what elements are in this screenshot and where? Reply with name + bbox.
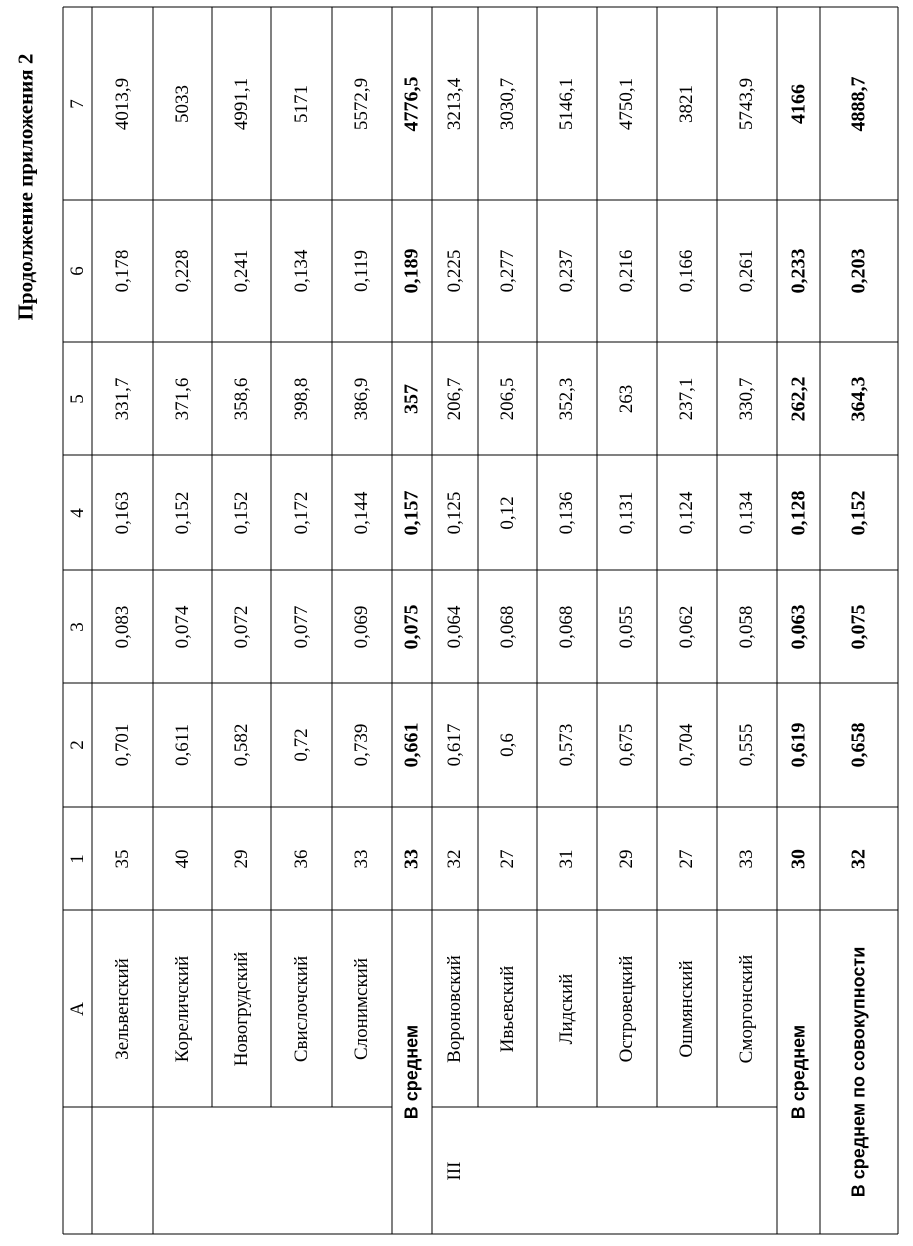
table-cell — [537, 683, 597, 807]
table-cell-text: 0,134 — [290, 249, 312, 293]
row-name — [332, 910, 392, 1107]
table-cell-text: 0,661 — [400, 722, 423, 768]
caption-text: Продолжение приложения 2 — [13, 53, 38, 321]
table-cell — [597, 342, 657, 455]
table-cell — [92, 683, 153, 807]
table-cell — [478, 455, 537, 570]
table-cell-text: 40 — [171, 849, 193, 868]
table-cell — [153, 200, 212, 342]
row-name — [717, 910, 777, 1107]
table-cell-text: 36 — [290, 849, 312, 868]
row-name — [432, 910, 478, 1107]
table-cell-text: 32 — [847, 848, 870, 869]
table-cell-text: 5743,9 — [736, 77, 757, 130]
table-cell-text: 0,739 — [351, 723, 372, 767]
table-cell-text: 0,055 — [616, 605, 637, 648]
table-cell-text: 0,555 — [736, 723, 757, 767]
table-cell-text: 3030,7 — [496, 77, 518, 130]
row-name-text: Слонимский — [351, 957, 372, 1060]
table-cell — [597, 683, 657, 807]
table-cell — [432, 342, 478, 455]
table-cell — [271, 7, 332, 200]
table-cell-text: 4888,7 — [847, 76, 870, 131]
table-cell — [777, 7, 820, 200]
row-name-text: Островецкий — [616, 955, 637, 1062]
column-header — [63, 910, 92, 1107]
table-cell — [212, 200, 271, 342]
row-name — [92, 910, 153, 1107]
row-name — [478, 910, 537, 1107]
table-cell — [657, 342, 717, 455]
column-header-text: 4 — [66, 507, 88, 518]
table-cell-text: 0,072 — [230, 605, 252, 648]
table-cell-text: 33 — [351, 849, 372, 868]
table-cell — [537, 807, 597, 910]
row-name — [271, 910, 332, 1107]
table-cell — [153, 683, 212, 807]
table-cell — [597, 200, 657, 342]
table-cell-text: 0,152 — [230, 491, 252, 534]
table-cell-text: 0,136 — [556, 491, 577, 534]
table-cell — [657, 570, 717, 683]
table-cell-text: 4991,1 — [230, 77, 252, 130]
table-cell — [478, 570, 537, 683]
table-cell-text: 0,237 — [556, 249, 577, 293]
table-cell — [537, 342, 597, 455]
table-cell-text: 358,6 — [230, 377, 252, 420]
row-name — [153, 910, 212, 1107]
row-name-text: Свислочский — [290, 955, 312, 1062]
group-label-text: III — [444, 1161, 465, 1180]
table-cell-text: 0,119 — [351, 249, 372, 293]
column-header-text: 2 — [66, 740, 88, 750]
table-cell — [332, 683, 392, 807]
table-cell — [92, 807, 153, 910]
table-cell — [153, 570, 212, 683]
table-cell-text: 0,203 — [847, 248, 870, 294]
group-label — [432, 1107, 478, 1234]
table-cell — [537, 570, 597, 683]
table-cell — [92, 7, 153, 200]
table-cell — [820, 200, 898, 342]
table-cell-text: 0,075 — [400, 604, 423, 649]
row-name-text: Кореличский — [171, 955, 193, 1062]
table-cell — [332, 342, 392, 455]
table-cell-text: 0,157 — [400, 490, 423, 535]
table-cell-text: 398,8 — [290, 377, 312, 420]
column-header — [63, 7, 92, 200]
table-cell-text: 0,069 — [351, 605, 372, 648]
table-cell-text: 0,128 — [787, 490, 809, 535]
table-cell — [478, 342, 537, 455]
table-cell — [212, 683, 271, 807]
table-cell-text: 357 — [400, 383, 423, 414]
table-cell — [597, 570, 657, 683]
table-cell — [392, 570, 432, 683]
table-cell-text: 0,617 — [444, 723, 465, 767]
table-cell — [332, 807, 392, 910]
table-cell-text: 0,6 — [496, 733, 518, 757]
table-cell-text: 0,658 — [847, 722, 870, 768]
table-cell — [820, 683, 898, 807]
row-name-text: Зельвенский — [111, 957, 133, 1060]
table-cell — [332, 455, 392, 570]
table-cell-text: 352,3 — [556, 377, 577, 420]
table-cell — [271, 683, 332, 807]
table-cell-text: 0,134 — [736, 491, 757, 534]
table-cell — [717, 570, 777, 683]
table-cell-text: 33 — [736, 849, 757, 868]
table-cell — [271, 455, 332, 570]
table-cell — [432, 570, 478, 683]
table-cell — [537, 455, 597, 570]
table-cell-text: 0,163 — [111, 491, 133, 534]
table-cell-text: 0,144 — [351, 491, 372, 534]
table-cell-text: 0,189 — [400, 248, 423, 294]
table-cell-text: 0,068 — [496, 605, 518, 648]
table-cell — [92, 200, 153, 342]
row-name — [537, 910, 597, 1107]
table-cell — [271, 200, 332, 342]
table-cell-text: 0,241 — [230, 249, 252, 293]
table-cell-text: 0,573 — [556, 723, 577, 767]
table-cell — [153, 7, 212, 200]
table-cell-text: 33 — [400, 848, 423, 869]
row-name-text: Сморгонский — [736, 954, 757, 1063]
row-name — [597, 910, 657, 1107]
table-cell-text: 5146,1 — [556, 77, 577, 130]
table-cell-text: 0,582 — [230, 723, 252, 767]
table-cell — [271, 807, 332, 910]
table-cell-text: 0,068 — [556, 605, 577, 648]
table-cell-text: 0,619 — [787, 722, 809, 768]
table-cell — [537, 200, 597, 342]
table-cell-text: 30 — [787, 848, 809, 869]
column-header — [63, 455, 92, 570]
table-cell-text: 29 — [230, 849, 252, 868]
table-cell-text: 0,233 — [787, 248, 809, 294]
row-name — [212, 910, 271, 1107]
table-cell — [657, 807, 717, 910]
row-name-text: В среднем — [401, 1024, 422, 1120]
table-cell-text: 5171 — [290, 84, 312, 123]
row-name-text: Ошмянский — [676, 959, 697, 1058]
table-cell-text: 371,6 — [171, 377, 193, 420]
table-cell-text: 0,063 — [787, 604, 809, 649]
table-cell — [212, 7, 271, 200]
table-cell — [392, 455, 432, 570]
table-cell-text: 0,701 — [111, 723, 133, 767]
table-cell — [657, 7, 717, 200]
table-cell — [153, 455, 212, 570]
table-cell-text: 0,077 — [290, 605, 312, 648]
table-cell-text: 263 — [616, 384, 637, 413]
table-cell-text: 0,124 — [676, 491, 697, 534]
table-cell — [478, 200, 537, 342]
table-cell-text: 0,216 — [616, 249, 637, 293]
table-cell — [212, 342, 271, 455]
table-cell — [777, 200, 820, 342]
table-cell — [332, 570, 392, 683]
table-cell-text: 0,261 — [736, 249, 757, 293]
table-cell-text: 237,1 — [676, 377, 697, 420]
table-cell — [537, 7, 597, 200]
table-cell-text: 0,074 — [171, 605, 193, 648]
row-name-text: В среднем по совокупности — [848, 946, 869, 1198]
row-name — [820, 910, 898, 1234]
table-cell-text: 27 — [496, 849, 518, 868]
column-header-text: 1 — [66, 853, 88, 864]
table-cell — [478, 807, 537, 910]
table-cell — [820, 455, 898, 570]
table-cell — [432, 807, 478, 910]
table-cell-text: 386,9 — [351, 377, 372, 420]
table-cell-text: 0,611 — [171, 723, 193, 767]
table-cell — [392, 7, 432, 200]
table-cell — [777, 683, 820, 807]
table-cell-text: 0,178 — [111, 249, 133, 293]
table-cell — [392, 200, 432, 342]
table-cell — [717, 200, 777, 342]
table-cell-text: 32 — [444, 849, 465, 868]
table-cell — [717, 7, 777, 200]
table-cell-text: 0,172 — [290, 491, 312, 534]
table-cell — [717, 455, 777, 570]
column-header — [63, 683, 92, 807]
table-cell-text: 330,7 — [736, 377, 757, 420]
table-cell — [92, 570, 153, 683]
table-cell-text: 4750,1 — [616, 77, 637, 130]
table-cell — [432, 683, 478, 807]
column-header — [63, 342, 92, 455]
table-cell — [777, 455, 820, 570]
table-cell — [820, 342, 898, 455]
table-cell-text: 0,704 — [676, 723, 697, 767]
row-name — [657, 910, 717, 1107]
row-name-text: Лидский — [556, 973, 577, 1044]
row-name — [392, 910, 432, 1234]
table-cell-text: 0,152 — [171, 491, 193, 534]
table-cell — [432, 7, 478, 200]
table-cell — [392, 342, 432, 455]
table-cell — [717, 807, 777, 910]
table-cell — [392, 683, 432, 807]
table-cell-text: 0,152 — [847, 490, 870, 535]
table-cell — [212, 455, 271, 570]
table-cell-text: 0,058 — [736, 605, 757, 648]
table-cell — [597, 807, 657, 910]
table-cell-text: 4166 — [787, 83, 809, 124]
table-cell — [657, 683, 717, 807]
table-cell — [153, 807, 212, 910]
table-cell — [597, 455, 657, 570]
table-cell — [92, 342, 153, 455]
table-cell — [392, 807, 432, 910]
table-cell — [777, 570, 820, 683]
table-cell-text: 0,12 — [496, 495, 518, 530]
table-cell — [820, 7, 898, 200]
table-cell-text: 206,5 — [496, 377, 518, 420]
table-cell-text: 206,7 — [444, 377, 465, 420]
table-cell-text: 0,277 — [496, 249, 518, 293]
table-cell-text: 0,166 — [676, 249, 697, 293]
table-cell — [478, 683, 537, 807]
table-cell — [432, 455, 478, 570]
table-cell — [212, 570, 271, 683]
table-cell — [657, 455, 717, 570]
table-cell — [820, 807, 898, 910]
table-cell-text: 0,228 — [171, 249, 193, 293]
table-cell — [332, 7, 392, 200]
column-header-text: A — [66, 1001, 88, 1016]
table-cell-text: 0,131 — [616, 491, 637, 534]
column-header-text: 5 — [66, 393, 88, 404]
table-cell-text: 3821 — [676, 84, 697, 123]
table-cell-text: 5033 — [171, 84, 193, 123]
row-name-text: Ивьевский — [496, 965, 518, 1052]
table-cell-text: 0,675 — [616, 723, 637, 767]
column-header-text: 7 — [66, 98, 88, 109]
table-cell-text: 0,125 — [444, 491, 465, 534]
table-cell — [271, 570, 332, 683]
table-cell-text: 0,064 — [444, 605, 465, 648]
table-cell-text: 331,7 — [111, 377, 133, 420]
row-name-text: В среднем — [788, 1024, 808, 1120]
table-cell-text: 0,083 — [111, 605, 133, 648]
column-header-text: 6 — [66, 266, 88, 276]
table-cell — [271, 342, 332, 455]
table-cell — [820, 570, 898, 683]
row-name — [777, 910, 820, 1234]
table-cell-text: 4013,9 — [111, 77, 133, 130]
table-cell-text: 262,2 — [787, 376, 809, 421]
table-cell-text: 0,225 — [444, 249, 465, 293]
table-cell-text: 4776,5 — [400, 76, 423, 131]
table-cell — [777, 342, 820, 455]
table-cell — [777, 807, 820, 910]
column-header — [63, 200, 92, 342]
table-cell — [597, 7, 657, 200]
column-header — [63, 807, 92, 910]
table-cell-text: 35 — [111, 849, 133, 868]
table-cell-text: 29 — [616, 849, 637, 868]
table-cell-text: 0,72 — [290, 728, 312, 762]
table-cell — [92, 455, 153, 570]
table-cell — [212, 807, 271, 910]
table-cell-text: 5572,9 — [351, 77, 372, 130]
row-name-text: Новогрудский — [230, 951, 252, 1066]
column-header — [63, 570, 92, 683]
table-cell-text: 0,075 — [847, 604, 870, 649]
table-cell — [332, 200, 392, 342]
table-cell-text: 364,3 — [847, 376, 870, 421]
table-cell-text: 27 — [676, 849, 697, 868]
table-cell — [717, 683, 777, 807]
column-header-text: 3 — [66, 621, 88, 632]
table-cell — [478, 7, 537, 200]
table-cell — [153, 342, 212, 455]
row-name-text: Вороновский — [444, 954, 465, 1063]
table-cell-text: 3213,4 — [444, 77, 465, 130]
table-cell — [657, 200, 717, 342]
table-cell-text: 0,062 — [676, 605, 697, 648]
table-cell-text: 31 — [556, 849, 577, 868]
table-cell — [717, 342, 777, 455]
table-cell — [432, 200, 478, 342]
